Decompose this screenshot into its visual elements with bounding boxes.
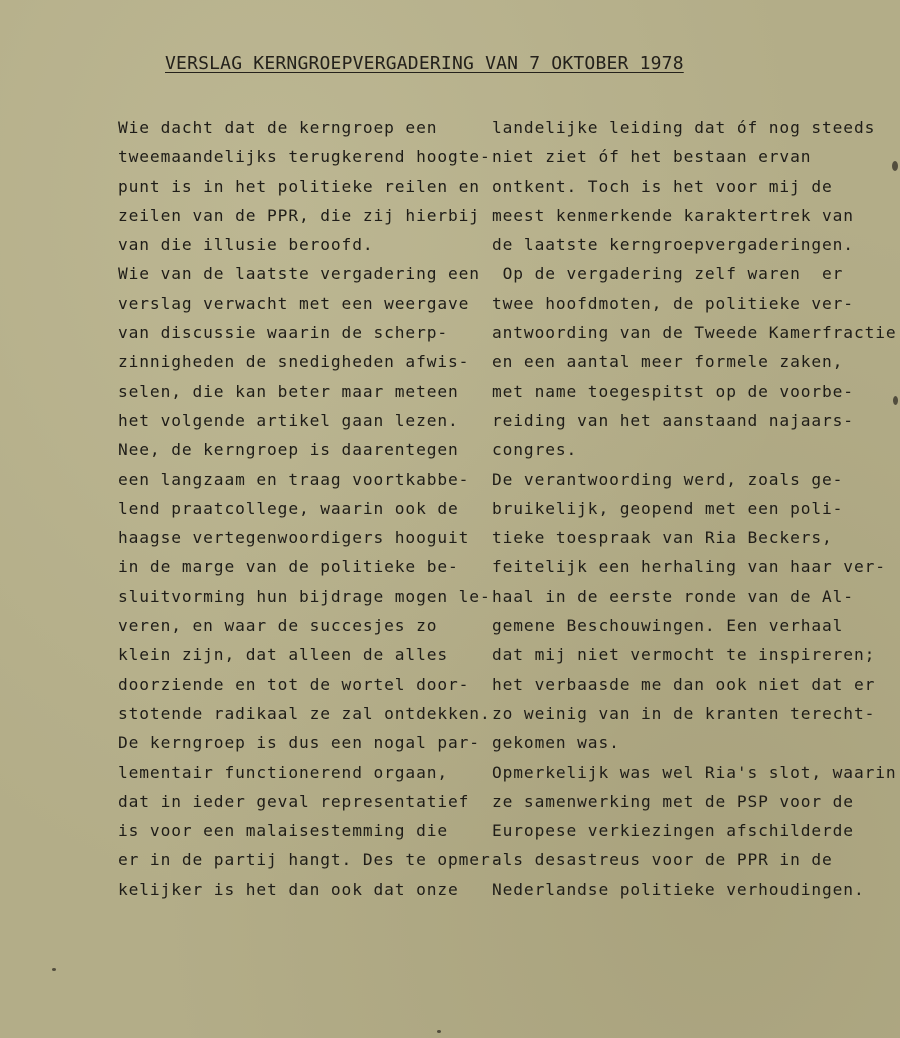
text-line: van die illusie beroofd.	[118, 235, 374, 255]
text-line: klein zijn, dat alleen de alles	[118, 645, 449, 665]
left-column	[118, 113, 502, 904]
text-line: congres.	[492, 440, 578, 460]
text-line: in de marge van de politieke be-	[118, 557, 459, 577]
text-line: met name toegespitst op de voorbe-	[492, 381, 854, 401]
right-column	[492, 113, 897, 904]
text-line: sluitvorming hun bijdrage mogen le-	[118, 586, 491, 606]
text-line: feitelijk een herhaling van haar ver-	[492, 557, 886, 577]
text-line: tweemaandelijks terugkerend hoogte-	[118, 147, 491, 167]
text-line: dat mij niet vermocht te inspireren;	[492, 645, 876, 665]
text-line: haagse vertegenwoordigers hooguit	[118, 528, 470, 548]
text-line: kelijker is het dan ook dat onze	[118, 879, 459, 899]
text-line: meest kenmerkende karaktertrek van	[492, 205, 854, 225]
text-line: als desastreus voor de PPR in de	[492, 850, 833, 870]
text-line: selen, die kan beter maar meteen	[118, 381, 459, 401]
text-line: de laatste kerngroepvergaderingen.	[492, 235, 854, 255]
text-line: Nederlandse politieke verhoudingen.	[492, 879, 865, 899]
text-line: het volgende artikel gaan lezen.	[118, 410, 459, 430]
text-line: De verantwoording werd, zoals ge-	[492, 469, 844, 489]
text-line: veren, en waar de succesjes zo	[118, 616, 438, 636]
text-line: Opmerkelijk was wel Ria's slot, waarin	[492, 762, 897, 782]
text-line: gekomen was.	[492, 733, 620, 753]
text-line: Europese verkiezingen afschilderde	[492, 821, 854, 841]
text-line: tieke toespraak van Ria Beckers,	[492, 528, 833, 548]
text-line: ze samenwerking met de PSP voor de	[492, 791, 854, 811]
paper-speck	[892, 161, 898, 171]
text-line: en een aantal meer formele zaken,	[492, 352, 844, 372]
text-line: zo weinig van in de kranten terecht-	[492, 703, 876, 723]
text-line: doorziende en tot de wortel door-	[118, 674, 470, 694]
paper-speck	[893, 396, 898, 405]
text-line: reiding van het aanstaand najaars-	[492, 410, 854, 430]
text-line: lend praatcollege, waarin ook de	[118, 498, 459, 518]
text-line: het verbaasde me dan ook niet dat er	[492, 674, 876, 694]
text-line: een langzaam en traag voortkabbe-	[118, 469, 470, 489]
text-line: twee hoofdmoten, de politieke ver-	[492, 293, 854, 313]
text-line: Wie van de laatste vergadering een	[118, 264, 480, 284]
text-line: er in de partij hangt. Des te opmer-	[118, 850, 502, 870]
text-line: De kerngroep is dus een nogal par-	[118, 733, 480, 753]
text-line: zeilen van de PPR, die zij hierbij	[118, 205, 480, 225]
text-line: Op de vergadering zelf waren er	[492, 264, 844, 284]
text-line: haal in de eerste ronde van de Al-	[492, 586, 854, 606]
text-line: punt is in het politieke reilen en	[118, 176, 480, 196]
text-line: stotende radikaal ze zal ontdekken.	[118, 703, 491, 723]
text-line: ontkent. Toch is het voor mij de	[492, 176, 833, 196]
text-line: Wie dacht dat de kerngroep een	[118, 118, 438, 137]
paper-speck	[437, 1030, 441, 1033]
text-line: lementair functionerend orgaan,	[118, 762, 449, 782]
text-line: Nee, de kerngroep is daarentegen	[118, 440, 459, 460]
text-line: van discussie waarin de scherp-	[118, 323, 449, 343]
text-line: landelijke leiding dat óf nog steeds	[492, 118, 876, 137]
text-line: antwoording van de Tweede Kamerfractie	[492, 323, 897, 343]
text-line: niet ziet óf het bestaan ervan	[492, 147, 812, 167]
paper-speck	[52, 968, 56, 971]
text-line: zinnigheden de snedigheden afwis-	[118, 352, 470, 372]
text-line: verslag verwacht met een weergave	[118, 293, 470, 313]
text-line: gemene Beschouwingen. Een verhaal	[492, 616, 844, 636]
page-title: VERSLAG KERNGROEPVERGADERING VAN 7 OKTOBER 1978	[165, 53, 684, 74]
text-line: is voor een malaisestemming die	[118, 821, 449, 841]
text-line: dat in ieder geval representatief	[118, 791, 470, 811]
text-line: bruikelijk, geopend met een poli-	[492, 498, 844, 518]
